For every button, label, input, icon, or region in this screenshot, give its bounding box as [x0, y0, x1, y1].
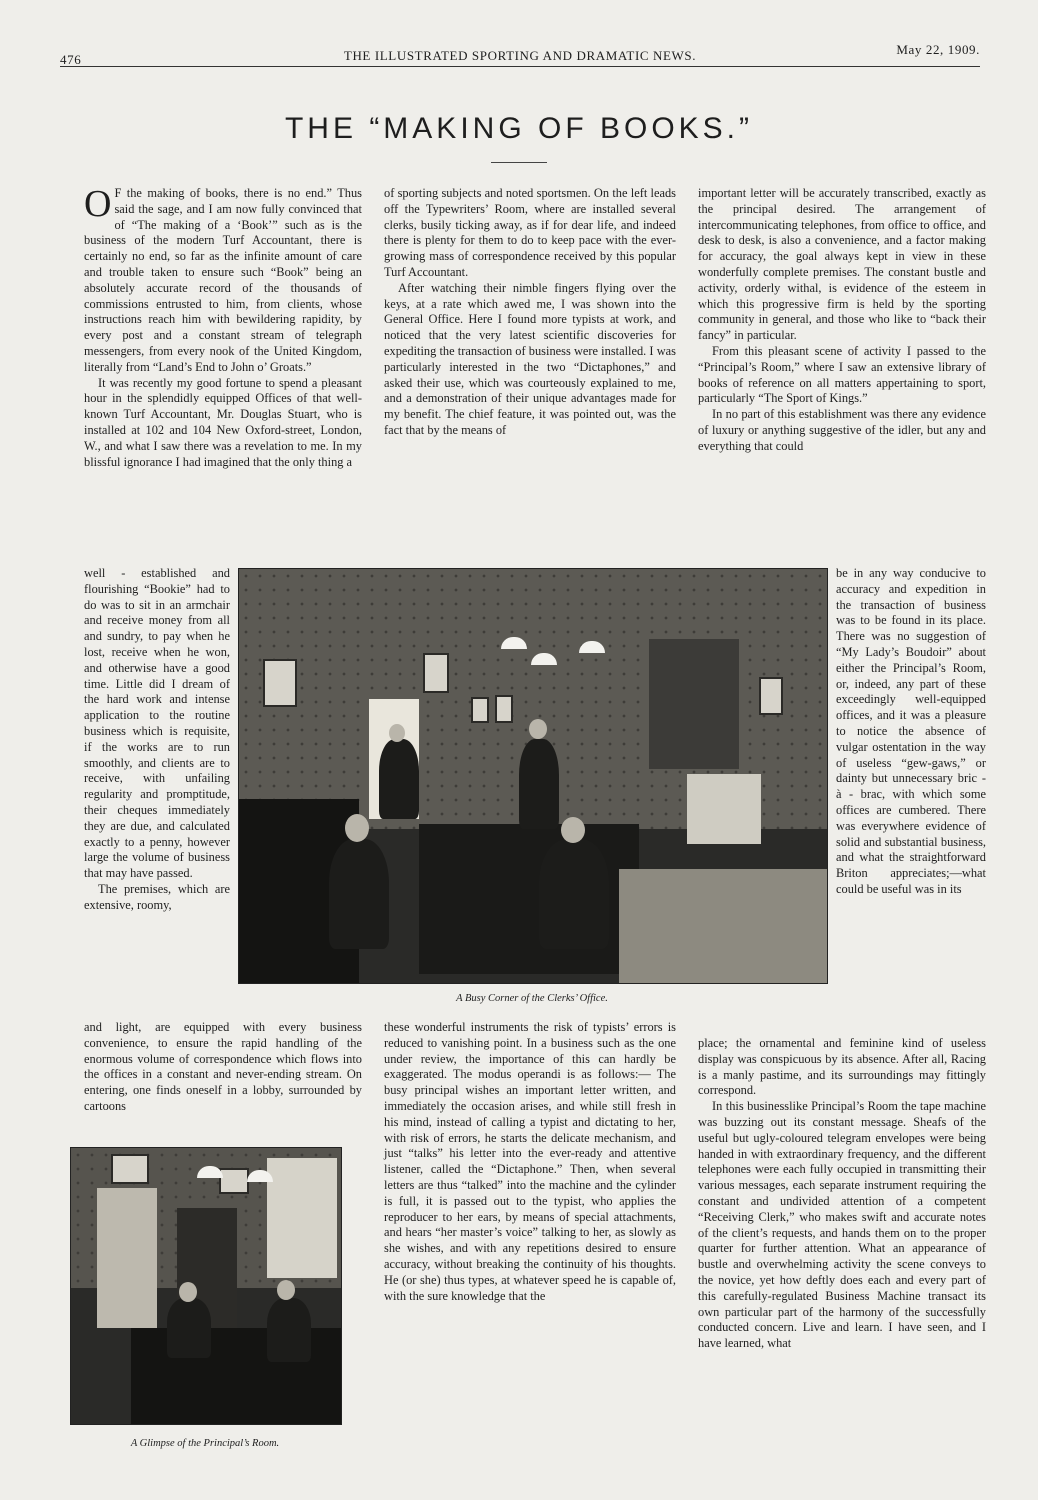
paragraph: The premises, which are extensive, roomy, [84, 881, 230, 912]
paragraph: important letter will be accurately transcribed, exactly as the principal desired. The arrangement of intercommunicating telephones, from office to office, and desk to desk, is also a convenience, and a factor making for accuracy, the goal always kept in view in these wonderfully complete premises. The constant bustle and activity, orderly withal, is evidence of the esteem in which this progressive firm is held by the sporting community in general, and those who like to “back their fancy” in particular. [698, 186, 986, 343]
picture-frame [759, 677, 783, 715]
clerk-figure [379, 739, 419, 819]
issue-date: May 22, 1909. [896, 42, 980, 57]
paragraph: It was recently my good fortune to spend a pleasant hour in the splendidly equipped Offices of that well-known Turf Accountant, Mr. Douglas Stuart, who is installed at 102 and 104 New Oxford-street, London, W., and what I saw there was a revelation to me. In my blissful ignorance I had imagined that the only thing a [84, 375, 362, 469]
clerks-office-photo [238, 568, 828, 984]
paragraph: be in any way conducive to accuracy and expedition in the transaction of business was to be found in its place. There was no suggestion of “My Lady’s Boudoir” about either the Principal’s Room, or, indeed, any part of these exceedingly well-equipped offices, and it was a pleasure to notice the absence of vulgar ostentation in the way of useless “gew-gaws,” or dainty but unnecessary bric - à - brac, with which some offices are cumbered. There was everywhere evidence of solid and substantial business, and what the straightforward Briton appreciates;—what could be useful was in its [836, 566, 986, 896]
clerk-figure [519, 739, 559, 829]
paragraph: and light, are equipped with every business convenience, to ensure the rapid handling of the enormous volume of correspondence which flows into the offices in a constant and never-ending stream. On entering, one finds oneself in a lobby, surrounded by cartoons [84, 1020, 362, 1113]
picture-frame [219, 1168, 249, 1194]
doorway [97, 1188, 157, 1328]
paragraph: In no part of this establishment was there any evidence of luxury or anything suggestive of the idler, but any and everything that could [698, 407, 986, 453]
clerk-head [345, 814, 369, 842]
paragraph: In this businesslike Principal’s Room the tape machine was buzzing out its constant message. Sheafs of the useful but ugly-coloured telegram envelopes were being handed in with extraordinary frequency, and the different telephones were each fully occupied in transmitting their various messages, each separate instrument requiring the constant and undivided attention of a competent “Receiving Clerk,” who makes swift and accurate notes of the client’s requests, and hands them on to the proper quarter for further attention. What an appearance of bustle and overwhelming activity the scene conveys to the novice, yet how deftly does each and every part of this carefully-regulated Business Machine transact its own particular part of the harmony of the successfully conducted concern. Live and learn. I have seen, and I have learned, what [698, 1099, 986, 1351]
title-ornament [491, 162, 547, 163]
page-number: 476 [60, 52, 82, 67]
clerks-office-caption: A Busy Corner of the Clerks’ Office. [456, 993, 608, 1004]
header-rule [60, 66, 980, 67]
paragraph: of sporting subjects and noted sportsmen. On the left leads off the Typewriters’ Room, where are installed several clerks, busily ticking away, as if for dear life, and indeed there is plenty for them to do to keep pace with the ever-growing mass of correspondence received by this popular Turf Accountant. [384, 186, 676, 279]
fireplace [687, 774, 761, 844]
column-1-top [84, 183, 362, 470]
clerk-figure [329, 839, 389, 949]
column-3-top [698, 186, 986, 455]
picture-frame [423, 653, 449, 693]
column-2-top [384, 186, 676, 439]
principals-room-caption: A Glimpse of the Principal’s Room. [130, 1438, 280, 1449]
picture-frame [263, 659, 297, 707]
clerk-figure [267, 1298, 311, 1362]
clerk-head [179, 1282, 197, 1302]
floor [619, 869, 827, 983]
column-1-bottom [84, 1020, 362, 1115]
mirror [649, 639, 739, 769]
column-3-bottom [698, 1036, 986, 1352]
column-2-bottom [384, 1020, 676, 1304]
picture-frame [471, 697, 489, 723]
clerk-head [277, 1280, 295, 1300]
column-3-narrow [836, 566, 986, 898]
picture-frame [495, 695, 513, 723]
picture-frame [111, 1154, 149, 1184]
drop-cap: O [84, 183, 112, 225]
paragraph: O F the making of books, there is no end.” Thus said the sage, and I am now fully convinced that of “The making of a ‘Book’” such as is the business of the modern Turf Accountant, there is certainly no end, so far as the infinite amount of care and trouble taken to ensure such “Book” being an absolutely accurate record of the thousands of commissions entrusted to him, from clients, whose instructions reach him with bewildering rapidity, by every post and a constant stream of telegraph messengers, from every nook of the United Kingdom, literally from “Land’s End to John o’ Groats.” [84, 183, 362, 374]
publication-title: THE ILLUSTRATED SPORTING AND DRAMATIC NEWS. [343, 48, 697, 63]
paragraph: these wonderful instruments the risk of typists’ errors is reduced to vanishing point. In a business such as the one under review, the importance of this can hardly be exaggerated. The modus operandi is as follows:— The busy principal wishes an important letter written, and immediately the occasion arises, and while still fresh in his mind, instead of calling a typist and dictating to her, with risk of errors, he starts the delicate mechanism, and just “talks” his letter into the ever-ready and attentive listener, called the “Dictaphone.” Then, when several letters are thus “talked” into the machine and the cylinder is full, it is passed out to the typist, who applies the reproducer to her ears, by means of special attachments, and hears “her master’s voice” talking to her, as slowly as she wishes, and with any repetitions desired to ensure accuracy, without breaking the continuity of his thoughts. He (or she) thus types, at whatever speed he is capable of, with the sure knowledge that the [384, 1020, 676, 1303]
window [267, 1158, 337, 1278]
principals-room-photo [70, 1147, 342, 1425]
paragraph: place; the ornamental and feminine kind of useless display was conspicuous by its absence. After all, Racing is a manly pastime, and its surroundings may fittingly correspond. [698, 1036, 986, 1098]
clerk-head [389, 724, 405, 742]
paragraph: well - established and flourishing “Bookie” had to do was to sit in an armchair and receive money from all and sundry, to pay when he lost, receive when he won, and otherwise have a good time. Little did I dream of the hard work and intense application to the routine business which is requisite, if the works are to run smoothly, and clients are to receive, with unfailing regularity and promptitude, their cheques immediately they are due, and calculated exactly to a penny, however large the volume of business that may have passed. [84, 566, 230, 881]
paragraph: After watching their nimble fingers flying over the keys, at a rate which awed me, I was shown into the General Office. Here I found more typists at work, and noticed that the very latest scientific discoveries for expediting the transaction of business were installed. I was particularly interested in the two “Dictaphones,” and asked their use, which was courteously explained to me, and a demonstration of their unique advantages made for my benefit. The chief feature, it was pointed out, was the fact that by the means of [384, 280, 676, 437]
clerk-figure [167, 1298, 211, 1358]
article-title: THE “MAKING OF BOOKS.” [284, 112, 754, 145]
clerk-head [529, 719, 547, 739]
clerk-figure [539, 839, 609, 949]
running-head [60, 40, 980, 67]
paragraph: From this pleasant scene of activity I passed to the “Principal’s Room,” where I saw an extensive library of books of reference on all matters appertaining to sport, particularly “The Sport of Kings.” [698, 343, 986, 406]
clerk-head [561, 817, 585, 843]
column-1-narrow [84, 566, 230, 914]
